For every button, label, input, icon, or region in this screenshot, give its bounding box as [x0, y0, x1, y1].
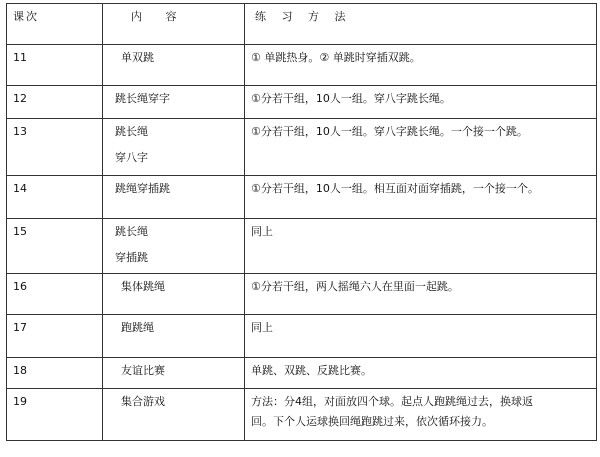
content-text: 穿八字 — [115, 151, 148, 164]
method-cell — [245, 45, 597, 86]
lesson-number: 13 — [7, 119, 103, 176]
table-row — [7, 119, 597, 176]
method-text: ①分若干组，10人一组。穿八字跳长绳。 — [251, 92, 451, 105]
lesson-number: 16 — [7, 274, 103, 315]
method-text: 同上 — [251, 321, 273, 334]
content-text: 跑跳绳 — [121, 321, 154, 334]
content-text: 跳长绳 — [115, 125, 148, 138]
header-lesson: 课次 — [7, 4, 103, 45]
lesson-number: 12 — [7, 86, 103, 119]
lesson-number: 18 — [7, 358, 103, 389]
table-row — [7, 358, 597, 389]
method-text: ①分若干组，10人一组。相互面对面穿插跳，一个接一个。 — [251, 182, 539, 195]
method-cell — [245, 274, 597, 315]
table-header-row — [7, 4, 597, 45]
content-cell — [103, 119, 245, 176]
lesson-number: 11 — [7, 45, 103, 86]
method-text: ①分若干组，两人摇绳六人在里面一起跳。 — [251, 280, 459, 293]
content-text: 集合游戏 — [121, 395, 165, 408]
method-cell — [245, 358, 597, 389]
content-text: 友谊比赛 — [121, 364, 165, 377]
method-text: ① 单跳热身。② 单跳时穿插双跳。 — [251, 51, 421, 64]
lesson-number: 17 — [7, 315, 103, 358]
lesson-table — [6, 3, 597, 441]
method-cell — [245, 119, 597, 176]
table-row — [7, 86, 597, 119]
method-cell — [245, 315, 597, 358]
content-cell — [103, 389, 245, 441]
content-text: 穿插跳 — [115, 251, 148, 264]
method-text: 方法：分4组，对面放四个球。起点人跑跳绳过去，换球返 — [251, 395, 533, 408]
table-row — [7, 274, 597, 315]
lesson-number: 15 — [7, 219, 103, 274]
table-row — [7, 389, 597, 441]
content-cell — [103, 219, 245, 274]
content-text: 集体跳绳 — [121, 280, 165, 293]
content-cell — [103, 86, 245, 119]
method-text: 同上 — [251, 225, 273, 238]
header-content: 内 容 — [103, 4, 245, 45]
content-text: 跳长绳穿字 — [115, 92, 170, 105]
content-cell — [103, 358, 245, 389]
content-cell — [103, 274, 245, 315]
content-text: 单双跳 — [121, 51, 154, 64]
method-cell — [245, 176, 597, 219]
content-cell — [103, 45, 245, 86]
method-cell — [245, 219, 597, 274]
content-text: 跳绳穿插跳 — [115, 182, 170, 195]
table-row — [7, 176, 597, 219]
method-text: ①分若干组，10人一组。穿八字跳长绳。一个接一个跳。 — [251, 125, 528, 138]
content-cell — [103, 315, 245, 358]
method-text: 回。下个人运球换回绳跑跳过来，依次循环接力。 — [251, 415, 493, 428]
table-row — [7, 315, 597, 358]
content-cell — [103, 176, 245, 219]
content-text: 跳长绳 — [115, 225, 148, 238]
lesson-number: 19 — [7, 389, 103, 441]
header-method: 练 习 方 法 — [245, 4, 597, 45]
method-cell — [245, 389, 597, 441]
method-text: 单跳、双跳、反跳比赛。 — [251, 364, 372, 377]
lesson-number: 14 — [7, 176, 103, 219]
table-row — [7, 219, 597, 274]
table-row — [7, 45, 597, 86]
method-cell — [245, 86, 597, 119]
